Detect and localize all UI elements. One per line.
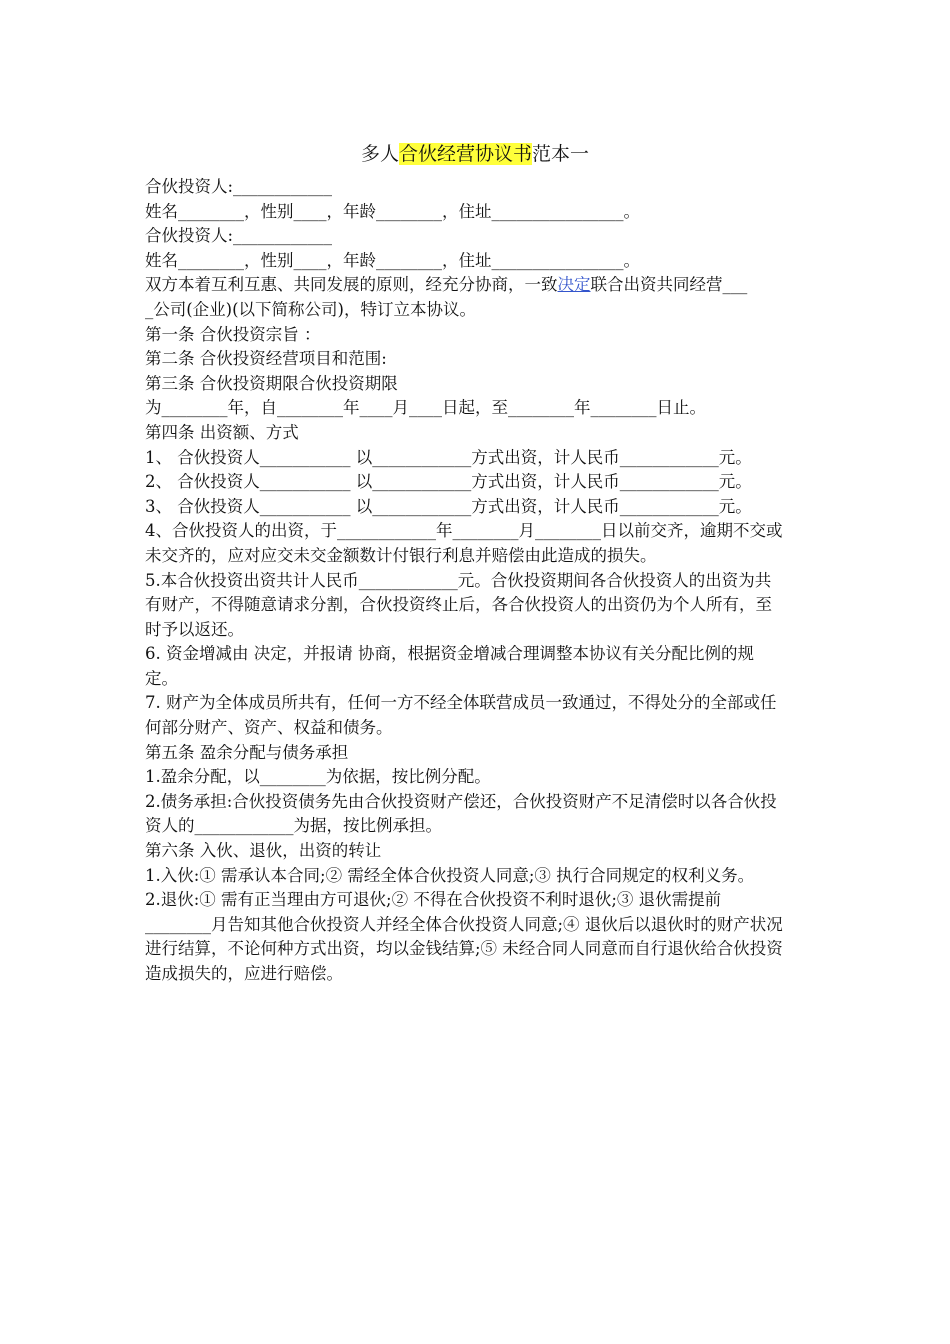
decision-link[interactable]: 决定 — [557, 275, 591, 295]
contribution-2: 2、 合伙投资人___________ 以____________方式出资，计人民币____________元。 — [145, 472, 752, 492]
article-2: 第二条 合伙投资经营项目和范围: — [145, 349, 387, 369]
intro-line-2: _公司(企业)(以下简称公司)，特订立本协议。 — [145, 299, 476, 319]
document-body — [145, 175, 785, 987]
contribution-1: 1、 合伙投资人___________ 以____________方式出资，计人民币____________元。 — [145, 447, 752, 467]
investor-line-2: 合伙投资人:____________ — [145, 226, 333, 246]
title-highlight: 合伙经营协议书 — [398, 143, 532, 165]
contribution-3: 3、 合伙投资人___________ 以____________方式出资，计人民币____________元。 — [145, 496, 752, 516]
investor-info-1: 姓名________，性别____，年龄________，住址________________。 — [145, 201, 640, 221]
contribution-total: 5.本合伙投资出资共计人民币____________元。合伙投资期间各合伙投资人的出资为共有财产，不得随意请求分割，合伙投资终止后，各合伙投资人的出资仍为个人所有，至时予以返还。 — [145, 570, 772, 639]
property-ownership: 7. 财产为全体成员所共有，任何一方不经全体联营成员一致通过，不得处分的全部或任何部分财产、资产、权益和债务。 — [145, 693, 777, 738]
article-3: 第三条 合伙投资期限合伙投资期限 — [145, 373, 398, 393]
contribution-deadline: 4、合伙投资人的出资，于____________年________月________日以前交齐，逾期不交或未交齐的，应对应交未交金额数计付银行利息并赔偿由此造成的损失。 — [145, 521, 783, 565]
admission: 1.入伙:① 需承认本合同;② 需经全体合伙投资人同意;③ 执行合同规定的权利义务。 — [145, 865, 755, 885]
investor-line-1: 合伙投资人:____________ — [145, 177, 333, 196]
investor-info-2: 姓名________，性别____，年龄________，住址________________。 — [145, 250, 640, 270]
profit-distribution: 1.盈余分配，以________为依据，按比例分配。 — [145, 767, 491, 787]
intro-paragraph — [145, 273, 785, 298]
title-prefix: 多人 — [360, 143, 399, 165]
article-4: 第四条 出资额、方式 — [145, 422, 299, 442]
article-3-term: 为________年，自________年____月____日起，至________年________日止。 — [145, 398, 706, 418]
intro-text-cont: 联合出资共同经营___ — [590, 275, 748, 295]
article-6: 第六条 入伙、退伙，出资的转让 — [145, 841, 382, 861]
article-5: 第五条 盈余分配与债务承担 — [145, 742, 349, 762]
intro-text: 双方本着互利互惠、共同发展的原则，经充分协商，一致 — [145, 275, 558, 295]
document-title — [0, 140, 950, 168]
capital-adjustment: 6. 资金增减由 决定，并报请 协商，根据资金增减合理调整本协议有关分配比例的规定。 — [145, 644, 754, 688]
article-1: 第一条 合伙投资宗旨 ： — [145, 324, 321, 344]
title-suffix: 范本一 — [532, 143, 590, 165]
withdrawal: 2.退伙:① 需有正当理由方可退伙;② 不得在合伙投资不利时退伙;③ 退伙需提前________月告知其他合伙投资人并经全体合伙投资人同意;④ 退伙后以退伙时的财产状况进行结算，不论何种方式出资，均以金钱结算;⑤ 未经合同人同意而自行退伙给合伙投资造成损失的，应进行赔偿。 — [145, 890, 783, 983]
debt-liability: 2.债务承担:合伙投资债务先由合伙投资财产偿还，合伙投资财产不足清偿时以各合伙投资人的____________为据，按比例承担。 — [145, 791, 777, 836]
